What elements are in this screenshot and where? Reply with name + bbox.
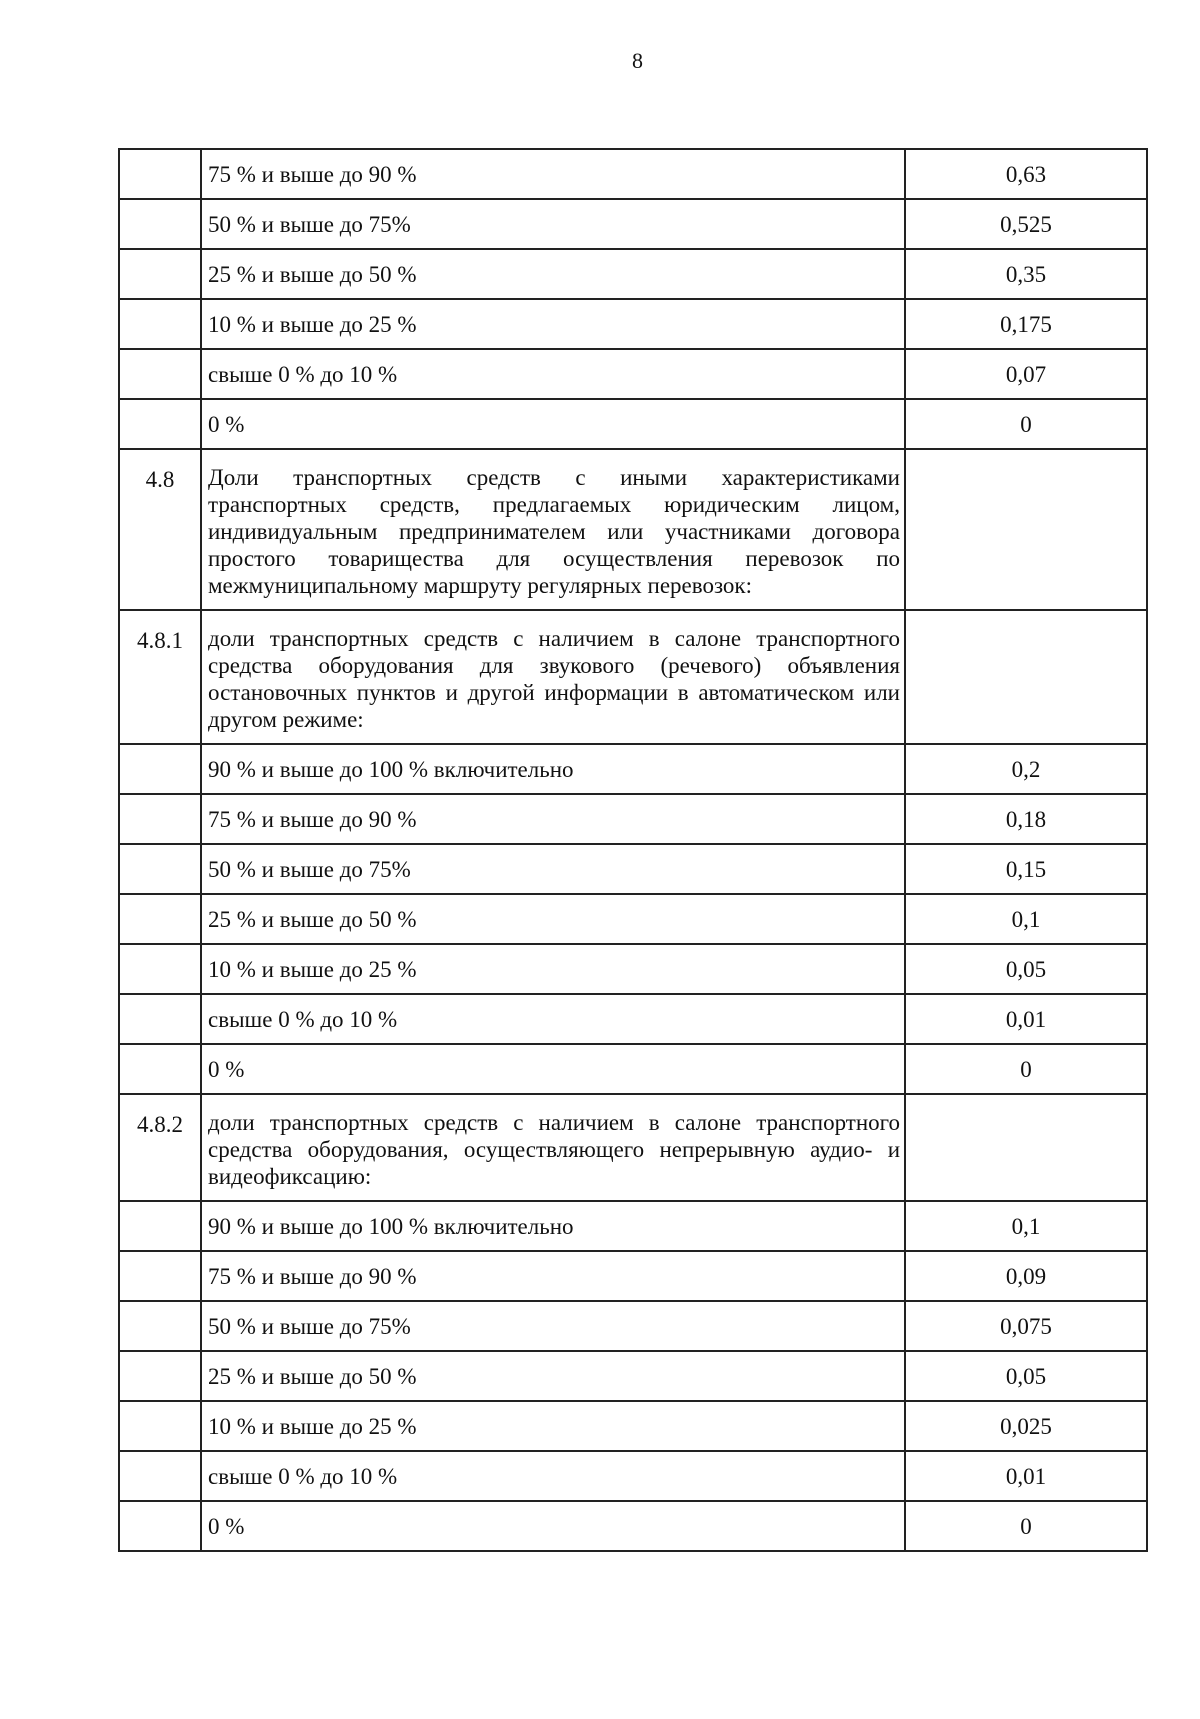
item-number-cell — [119, 1044, 201, 1094]
criterion-cell: 10 % и выше до 25 % — [201, 1401, 905, 1451]
item-number-cell — [119, 1451, 201, 1501]
item-number-cell — [119, 349, 201, 399]
item-number-cell — [119, 299, 201, 349]
table-row — [119, 1451, 1147, 1501]
criterion-cell: 90 % и выше до 100 % включительно — [201, 1201, 905, 1251]
criterion-cell: 75 % и выше до 90 % — [201, 794, 905, 844]
table-row — [119, 399, 1147, 449]
value-cell: 0,05 — [905, 944, 1147, 994]
value-cell: 0,525 — [905, 199, 1147, 249]
criterion-cell: 25 % и выше до 50 % — [201, 894, 905, 944]
item-number-cell — [119, 1351, 201, 1401]
value-cell: 0,075 — [905, 1301, 1147, 1351]
table-row — [119, 1351, 1147, 1401]
section-title-cell — [201, 610, 905, 744]
page-number: 8 — [632, 48, 643, 73]
value-cell: 0,18 — [905, 794, 1147, 844]
value-cell: 0 — [905, 1044, 1147, 1094]
value-cell: 0,025 — [905, 1401, 1147, 1451]
item-number-cell — [119, 844, 201, 894]
section-header-row — [119, 610, 1147, 744]
item-number-cell — [119, 399, 201, 449]
value-cell: 0,1 — [905, 894, 1147, 944]
item-number-cell — [119, 894, 201, 944]
criterion-cell: 50 % и выше до 75% — [201, 199, 905, 249]
criterion-cell: 10 % и выше до 25 % — [201, 944, 905, 994]
table-row — [119, 299, 1147, 349]
section-number-cell: 4.8.2 — [119, 1094, 201, 1201]
section-title-text: Доли транспортных средств с иными характеристиками транспортных средств, предлагаемых юридическим лицом, индивидуальным предпринимателем или участниками договора простого товарищества для осуществления перевозок по межмуниципальному маршруту регулярных перевозок: — [208, 465, 900, 598]
criterion-cell: 25 % и выше до 50 % — [201, 249, 905, 299]
criterion-cell: 10 % и выше до 25 % — [201, 299, 905, 349]
table-row — [119, 1201, 1147, 1251]
table-row — [119, 1301, 1147, 1351]
item-number-cell — [119, 1201, 201, 1251]
value-cell: 0,63 — [905, 149, 1147, 199]
criterion-cell: 75 % и выше до 90 % — [201, 1251, 905, 1301]
table-row — [119, 249, 1147, 299]
section-title-cell — [201, 449, 905, 610]
criterion-cell: 0 % — [201, 1044, 905, 1094]
criterion-cell: 75 % и выше до 90 % — [201, 149, 905, 199]
value-cell: 0,01 — [905, 994, 1147, 1044]
item-number-cell — [119, 744, 201, 794]
value-cell: 0,2 — [905, 744, 1147, 794]
table-row — [119, 349, 1147, 399]
section-header-row — [119, 449, 1147, 610]
criterion-cell: свыше 0 % до 10 % — [201, 994, 905, 1044]
table-row — [119, 1501, 1147, 1551]
table-row — [119, 1401, 1147, 1451]
value-cell: 0,09 — [905, 1251, 1147, 1301]
value-cell: 0 — [905, 399, 1147, 449]
criterion-cell: 90 % и выше до 100 % включительно — [201, 744, 905, 794]
table-row — [119, 1251, 1147, 1301]
value-cell — [905, 610, 1147, 744]
table-row — [119, 794, 1147, 844]
table-row — [119, 994, 1147, 1044]
item-number-cell — [119, 199, 201, 249]
table-row — [119, 149, 1147, 199]
value-cell — [905, 449, 1147, 610]
item-number-cell — [119, 1251, 201, 1301]
item-number-cell — [119, 1501, 201, 1551]
table-row — [119, 744, 1147, 794]
section-header-row — [119, 1094, 1147, 1201]
section-title-text: доли транспортных средств с наличием в салоне транспортного средства оборудования для звукового (речевого) объявления остановочных пунктов и другой информации в автоматическом или другом режиме: — [208, 626, 900, 732]
criterion-cell: свыше 0 % до 10 % — [201, 349, 905, 399]
criterion-cell: 25 % и выше до 50 % — [201, 1351, 905, 1401]
criterion-cell: 50 % и выше до 75% — [201, 1301, 905, 1351]
criterion-cell: 50 % и выше до 75% — [201, 844, 905, 894]
value-cell: 0,07 — [905, 349, 1147, 399]
criterion-cell: 0 % — [201, 399, 905, 449]
value-cell: 0 — [905, 1501, 1147, 1551]
table-row — [119, 199, 1147, 249]
item-number-cell — [119, 794, 201, 844]
table-row — [119, 1044, 1147, 1094]
section-title-cell — [201, 1094, 905, 1201]
item-number-cell — [119, 1401, 201, 1451]
value-cell: 0,175 — [905, 299, 1147, 349]
item-number-cell — [119, 149, 201, 199]
section-number-cell: 4.8.1 — [119, 610, 201, 744]
criterion-cell: 0 % — [201, 1501, 905, 1551]
value-cell — [905, 1094, 1147, 1201]
value-cell: 0,35 — [905, 249, 1147, 299]
criterion-cell: свыше 0 % до 10 % — [201, 1451, 905, 1501]
table-row — [119, 844, 1147, 894]
item-number-cell — [119, 1301, 201, 1351]
item-number-cell — [119, 944, 201, 994]
coefficients-table — [118, 148, 1148, 1552]
item-number-cell — [119, 249, 201, 299]
table-row — [119, 944, 1147, 994]
section-number-cell: 4.8 — [119, 449, 201, 610]
value-cell: 0,05 — [905, 1351, 1147, 1401]
section-title-text: доли транспортных средств с наличием в салоне транспортного средства оборудования, осуществляющего непрерывную аудио- и видеофиксацию: — [208, 1110, 900, 1189]
value-cell: 0,1 — [905, 1201, 1147, 1251]
value-cell: 0,15 — [905, 844, 1147, 894]
item-number-cell — [119, 994, 201, 1044]
table-row — [119, 894, 1147, 944]
value-cell: 0,01 — [905, 1451, 1147, 1501]
